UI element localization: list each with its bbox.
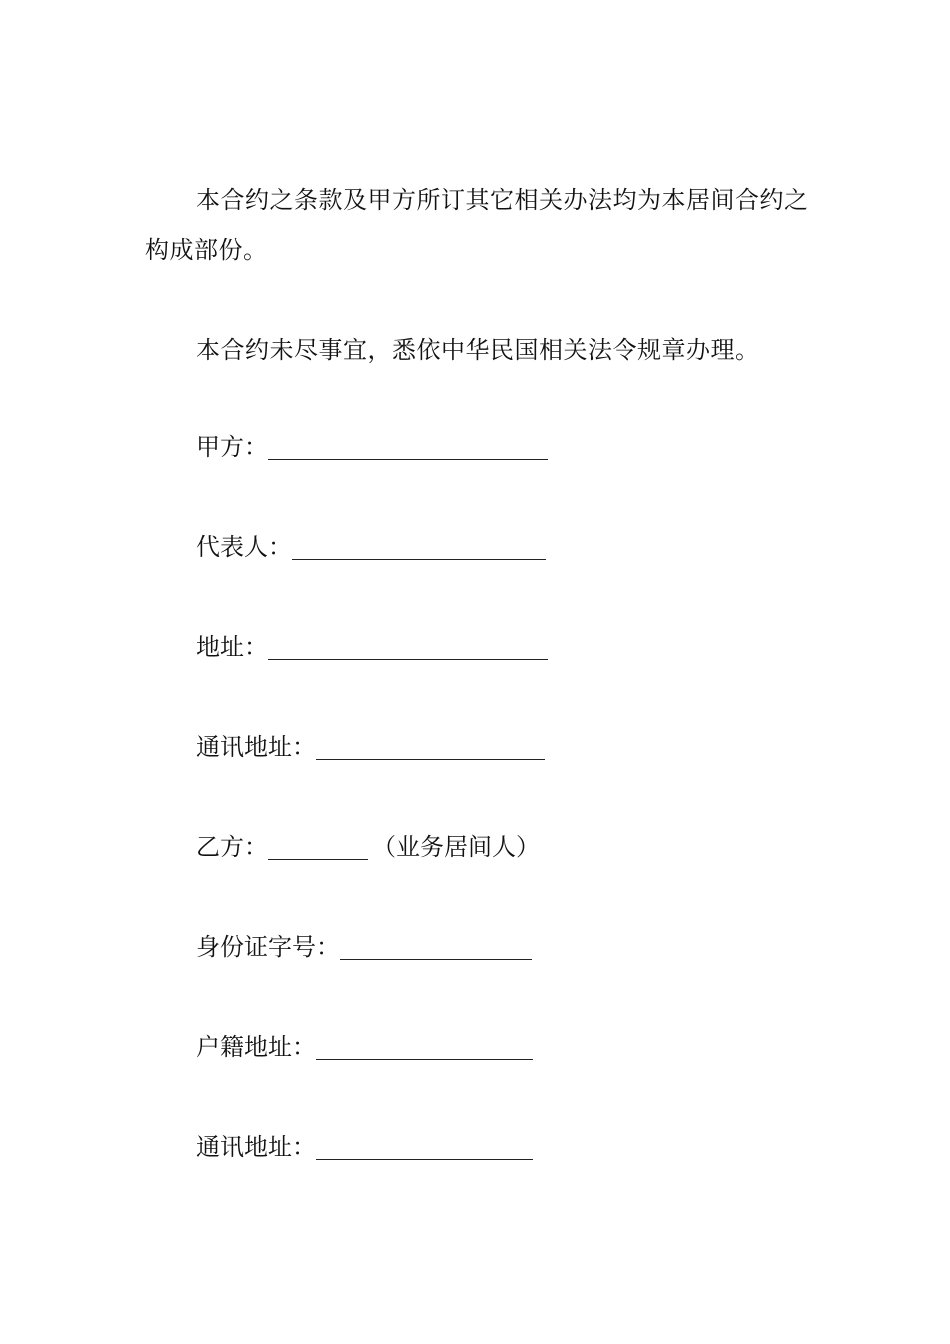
id-number-blank-line[interactable] <box>340 935 532 960</box>
clause-paragraph-unstated-matters: 本合约未尽事宜，悉依中华民国相关法令规章办理。 <box>196 336 760 364</box>
mailing-address-b-field <box>196 1130 533 1164</box>
representative-blank-line[interactable] <box>292 535 546 560</box>
party-a-field <box>196 430 548 464</box>
address-a-label: 地址： <box>196 633 268 661</box>
mailing-address-a-label: 通讯地址： <box>196 733 316 761</box>
party-b-label: 乙方： <box>196 833 268 861</box>
mailing-address-b-label: 通讯地址： <box>196 1133 316 1161</box>
mailing-address-b-blank-line[interactable] <box>316 1135 533 1160</box>
party-a-blank-line[interactable] <box>268 435 548 460</box>
address-a-blank-line[interactable] <box>268 635 548 660</box>
mailing-address-a-field <box>196 730 545 764</box>
id-number-field <box>196 930 532 964</box>
party-b-blank-line[interactable] <box>268 835 368 860</box>
household-address-field <box>196 1030 533 1064</box>
address-a-field <box>196 630 548 664</box>
id-number-label: 身份证字号： <box>196 933 340 961</box>
representative-label: 代表人： <box>196 533 292 561</box>
party-b-field <box>196 830 540 864</box>
representative-field <box>196 530 546 564</box>
mailing-address-a-blank-line[interactable] <box>316 735 545 760</box>
party-a-label: 甲方： <box>196 433 268 461</box>
clause-paragraph-composition: 本合约之条款及甲方所订其它相关办法均为本居间合约之构成部份。 <box>145 186 809 264</box>
party-b-role-note: （业务居间人） <box>372 833 540 861</box>
household-address-label: 户籍地址： <box>196 1033 316 1061</box>
household-address-blank-line[interactable] <box>316 1035 533 1060</box>
